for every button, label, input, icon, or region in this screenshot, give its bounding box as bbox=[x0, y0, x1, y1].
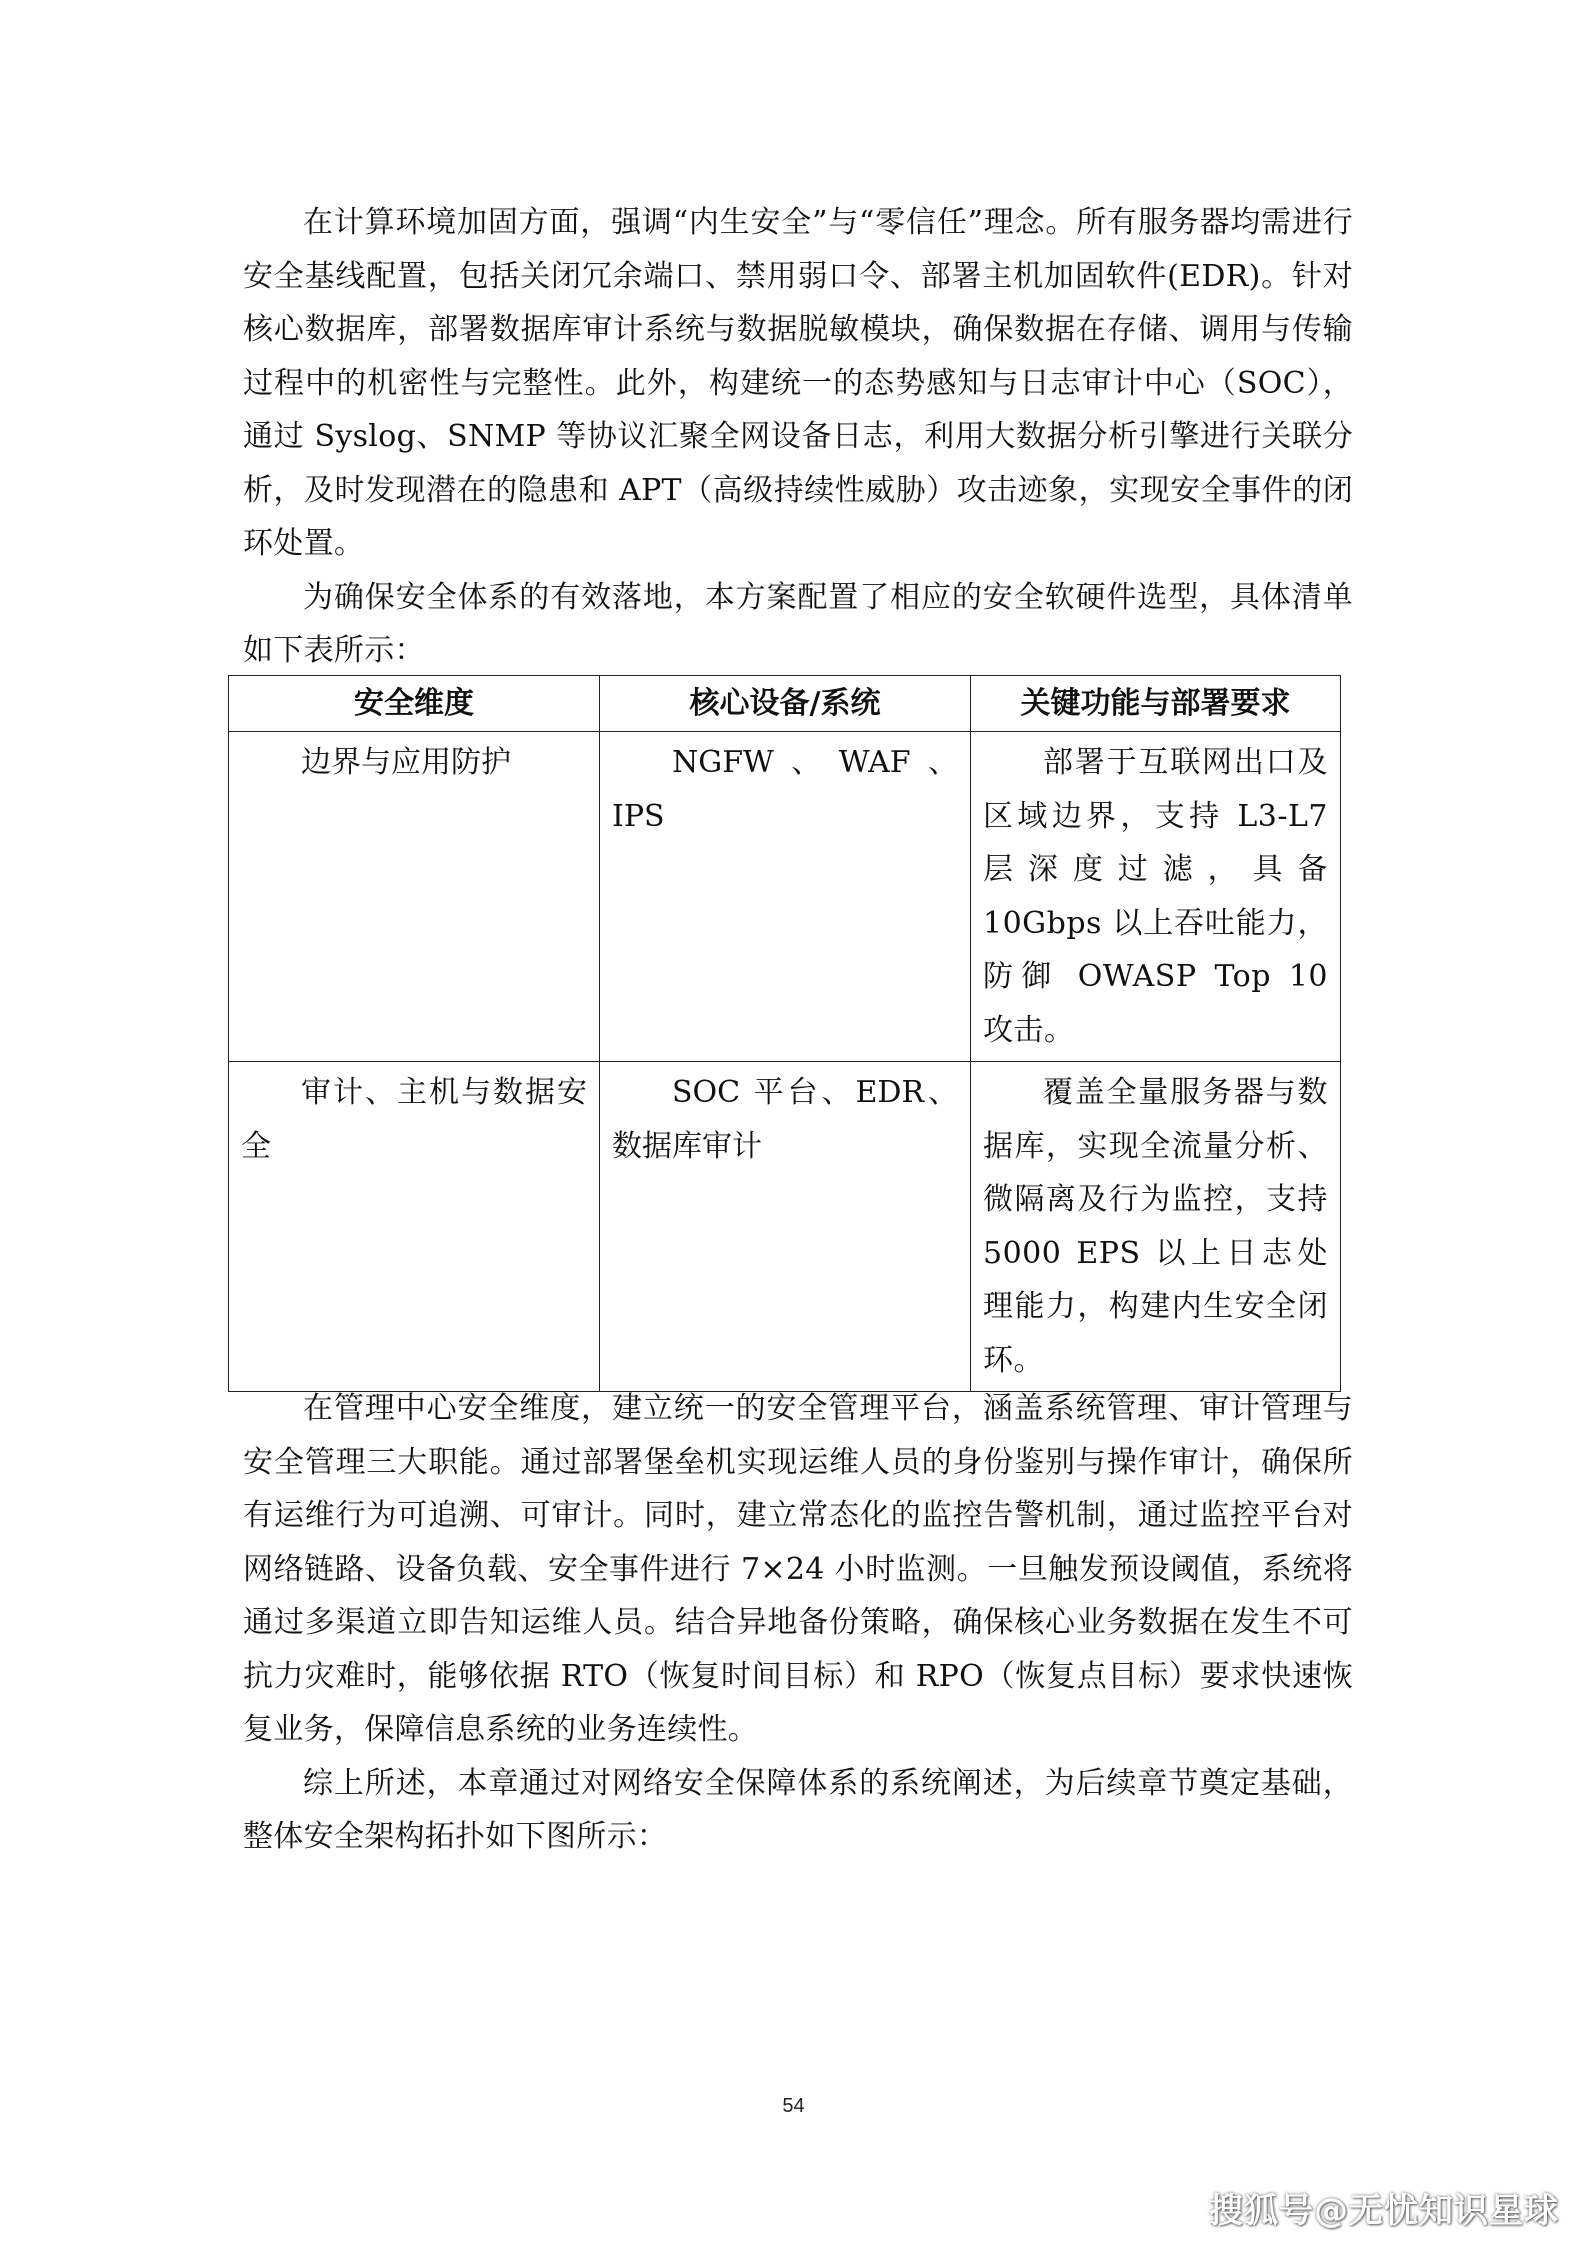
paragraph-computing-hardening: 在计算环境加固方面，强调“内生安全”与“零信任”理念。所有服务器均需进行安全基线配置，包括关闭冗余端口、禁用弱口令、部署主机加固软件(EDR)。针对核心数据库，部署数据库审计系统与数据脱敏模块，确保数据在存储、调用与传输过程中的机密性与完整性。此外，构建统一的态势感知与日志审计中心（SOC），通过 Syslog、SNMP 等协议汇聚全网设备日志，利用大数据分析引擎进行关联分析，及时发现潜在的隐患和 APT（高级持续性威胁）攻击迹象，实现安全事件的闭环处置。 bbox=[243, 205, 1353, 561]
cell-key-function: 覆盖全量服务器与数据库，实现全流量分析、微隔离及行为监控，支持 5000 EPS 以上日志处理能力，构建内生安全闭环。 bbox=[971, 1062, 1341, 1392]
table-row bbox=[229, 1062, 1341, 1392]
header-core-system: 核心设备/系统 bbox=[600, 676, 971, 732]
paragraph-summary: 综上所述，本章通过对网络安全保障体系的系统阐述，为后续章节奠定基础，整体安全架构拓扑如下图所示： bbox=[243, 1765, 1353, 1854]
cell-dimension: 审计、主机与数据安全 bbox=[229, 1062, 600, 1392]
watermark: 搜狐号@无忧知识星球 bbox=[1209, 2191, 1559, 2231]
cell-dimension: 边界与应用防护 bbox=[229, 732, 600, 1062]
security-equipment-table bbox=[228, 675, 1341, 1392]
header-dimension: 安全维度 bbox=[229, 676, 600, 732]
cell-key-function: 部署于互联网出口及区域边界，支持 L3-L7 层深度过滤，具备 10Gbps 以上吞吐能力，防御 OWASP Top 10 攻击。 bbox=[971, 732, 1341, 1062]
table-header-row bbox=[229, 676, 1341, 732]
closing-section bbox=[243, 1382, 1353, 1864]
paragraph-management-center: 在管理中心安全维度，建立统一的安全管理平台，涵盖系统管理、审计管理与安全管理三大职能。通过部署堡垒机实现运维人员的身份鉴别与操作审计，确保所有运维行为可追溯、可审计。同时，建立常态化的监控告警机制，通过监控平台对网络链路、设备负载、安全事件进行 7×24 小时监测。一旦触发预设阈值，系统将通过多渠道立即告知运维人员。结合异地备份策略，确保核心业务数据在发生不可抗力灾难时，能够依据 RTO（恢复时间目标）和 RPO（恢复点目标）要求快速恢复业务，保障信息系统的业务连续性。 bbox=[243, 1391, 1353, 1747]
paragraph-table-intro: 为确保安全体系的有效落地，本方案配置了相应的安全软硬件选型，具体清单如下表所示： bbox=[243, 579, 1353, 668]
cell-core-system: NGFW、WAF、IPS bbox=[600, 732, 971, 1062]
table-row bbox=[229, 732, 1341, 1062]
header-key-function: 关键功能与部署要求 bbox=[971, 676, 1341, 732]
intro-section bbox=[243, 196, 1353, 678]
page-number: 54 bbox=[782, 2095, 805, 2117]
cell-core-system: SOC 平台、EDR、数据库审计 bbox=[600, 1062, 971, 1392]
